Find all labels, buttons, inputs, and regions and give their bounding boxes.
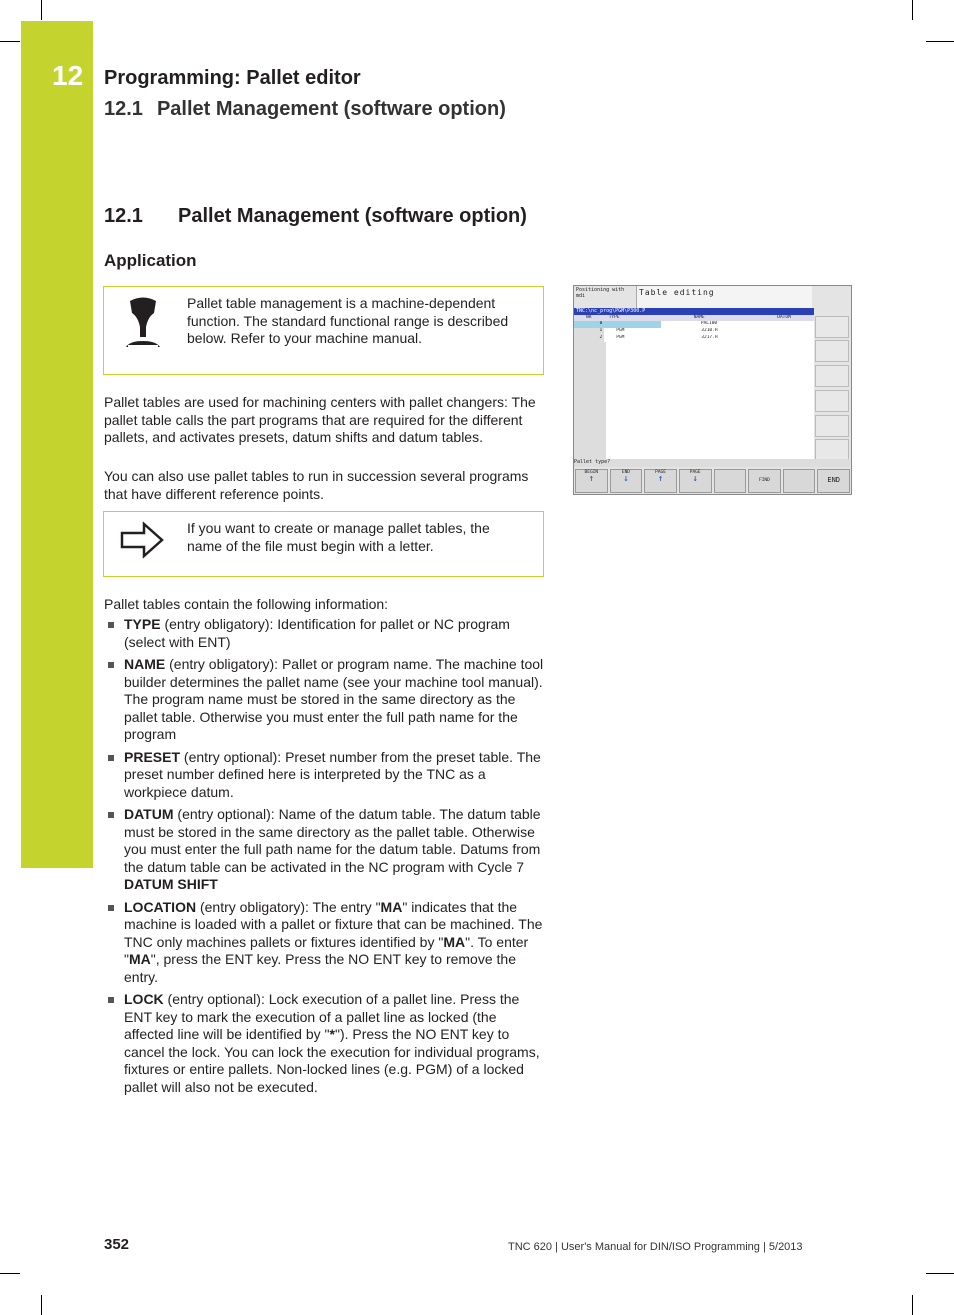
page-number: 352 — [104, 1236, 130, 1253]
machine-tool-icon — [104, 287, 186, 374]
machine-note-text: Pallet table management is a machine-dependent function. The standard functional range is described below. Refer to your machine manual. — [187, 295, 509, 346]
softkey-empty[interactable] — [783, 469, 816, 493]
screen-path: TNC:\nc_prog\PGM\P300.P — [574, 308, 814, 315]
footer-text: TNC 620 | User's Manual for DIN/ISO Programming | 5/2013 — [508, 1241, 803, 1253]
arrow-right-icon — [104, 512, 186, 576]
softkey-page-up[interactable]: PAGE ↑ — [644, 469, 677, 493]
list-item: LOCK (entry optional): Lock execution of a pallet line. Press the ENT key to mark the execution of a pallet line as locked (the affected line will be identified by "*"). Press the NO ENT key to cancel the lock. You can lock the execution for individual programs, fixtures or entire pallets. Non-locked lines (e.g. PGM) of a locked pallet will also not be executed. — [104, 991, 544, 1096]
screen-mode: Positioning with mdi — [576, 287, 625, 299]
softkey-begin[interactable]: BEGIN ↑ — [575, 469, 608, 493]
term-lock: LOCK — [124, 991, 164, 1007]
list-item: PRESET (entry optional): Preset number from the preset table. The preset number defined here is interpreted by the TNC as a workpiece datum. — [104, 749, 544, 802]
vertical-softkey[interactable] — [815, 340, 849, 362]
crop-mark — [926, 41, 954, 42]
table-row[interactable]: 1 PGM 3210.H — [574, 328, 814, 335]
table-row[interactable]: 0 PAL100 — [574, 321, 814, 328]
term-datum: DATUM — [124, 806, 174, 822]
chapter-number: 12 — [52, 60, 84, 91]
softkey-find[interactable]: FIND — [748, 469, 781, 493]
tnc-screen — [573, 285, 852, 495]
table-header: NR TYPE NAME DATUM — [574, 315, 814, 321]
softkey-page-down[interactable]: PAGE ↓ — [679, 469, 712, 493]
chapter-title: Programming: Pallet editor — [104, 67, 361, 89]
term-location: LOCATION — [124, 898, 197, 915]
table-row[interactable]: 2 PGM 3217.H — [574, 335, 814, 342]
crop-mark — [926, 1273, 954, 1274]
softkey-end-editing[interactable]: END — [817, 469, 850, 493]
vertical-softkey[interactable] — [815, 316, 849, 338]
tip-note-box — [103, 511, 544, 577]
crop-mark — [912, 1295, 913, 1315]
tip-note-text: If you want to create or manage pallet tables, the name of the file must begin with a letter. — [187, 520, 490, 554]
running-section-number: 12.1 — [104, 98, 143, 120]
screen-title: Table editing — [636, 286, 812, 308]
crop-mark — [41, 1295, 42, 1315]
crop-mark — [912, 0, 913, 20]
list-item: TYPE (entry obligatory): Identification for pallet or NC program (select with ENT) — [104, 616, 544, 651]
vertical-softkey[interactable] — [815, 415, 849, 437]
vertical-softkey[interactable] — [815, 365, 849, 387]
list-item: LOCATION (entry obligatory): The entry "MA" indicates that the machine is loaded with a pallet or fixture that can be machined. The TNC only machines pallets or fixtures identified by "MA". To enter "MA", press the ENT key. Press the NO ENT key to remove the entry. — [104, 899, 544, 987]
section-number: 12.1 — [104, 205, 143, 227]
list-item: DATUM (entry optional): Name of the datum table. The datum table must be stored in the same directory as the pallet table. Otherwise you must enter the full path name for the datum table. Datums from the datum table can be activated in the NC program with Cycle 7 DATUM SHIFT — [104, 806, 544, 894]
vertical-softkey[interactable] — [815, 390, 849, 412]
softkey-end[interactable]: END ↓ — [610, 469, 643, 493]
crop-mark — [41, 0, 42, 20]
term-type: TYPE — [124, 616, 161, 632]
crop-mark — [0, 41, 20, 42]
term-datum-shift: DATUM SHIFT — [124, 876, 218, 892]
info-list — [104, 616, 544, 1101]
softkey-empty[interactable] — [714, 469, 747, 493]
running-section-header — [104, 98, 506, 121]
screen-status: Pallet type? — [574, 459, 850, 467]
vertical-softkey[interactable] — [815, 439, 849, 461]
section-heading — [104, 205, 527, 228]
pallet-table — [574, 315, 814, 459]
softkey-bar — [574, 469, 851, 493]
crop-mark — [0, 1273, 20, 1274]
term-name: NAME — [124, 656, 166, 672]
subheading: Application — [104, 251, 197, 270]
list-item: NAME (entry obligatory): Pallet or program name. The machine tool builder determines the pallet name (see your machine tool manual). The program name must be stored in the same directory as the pallet table. Otherwise you must enter the full path name for the program — [104, 656, 544, 744]
paragraph: You can also use pallet tables to run in succession several programs that have different reference points. — [104, 468, 529, 502]
paragraph: Pallet tables are used for machining centers with pallet changers: The pallet table calls the part programs that are required for the different pallets, and activates presets, datum shifts and datum tables. — [104, 394, 536, 445]
term-preset: PRESET — [124, 748, 181, 765]
chapter-sidebar — [21, 21, 93, 868]
machine-note-box — [103, 286, 544, 375]
section-title: Pallet Management (software option) — [178, 205, 527, 227]
list-intro: Pallet tables contain the following information: — [104, 596, 389, 612]
running-section-title: Pallet Management (software option) — [156, 98, 506, 120]
